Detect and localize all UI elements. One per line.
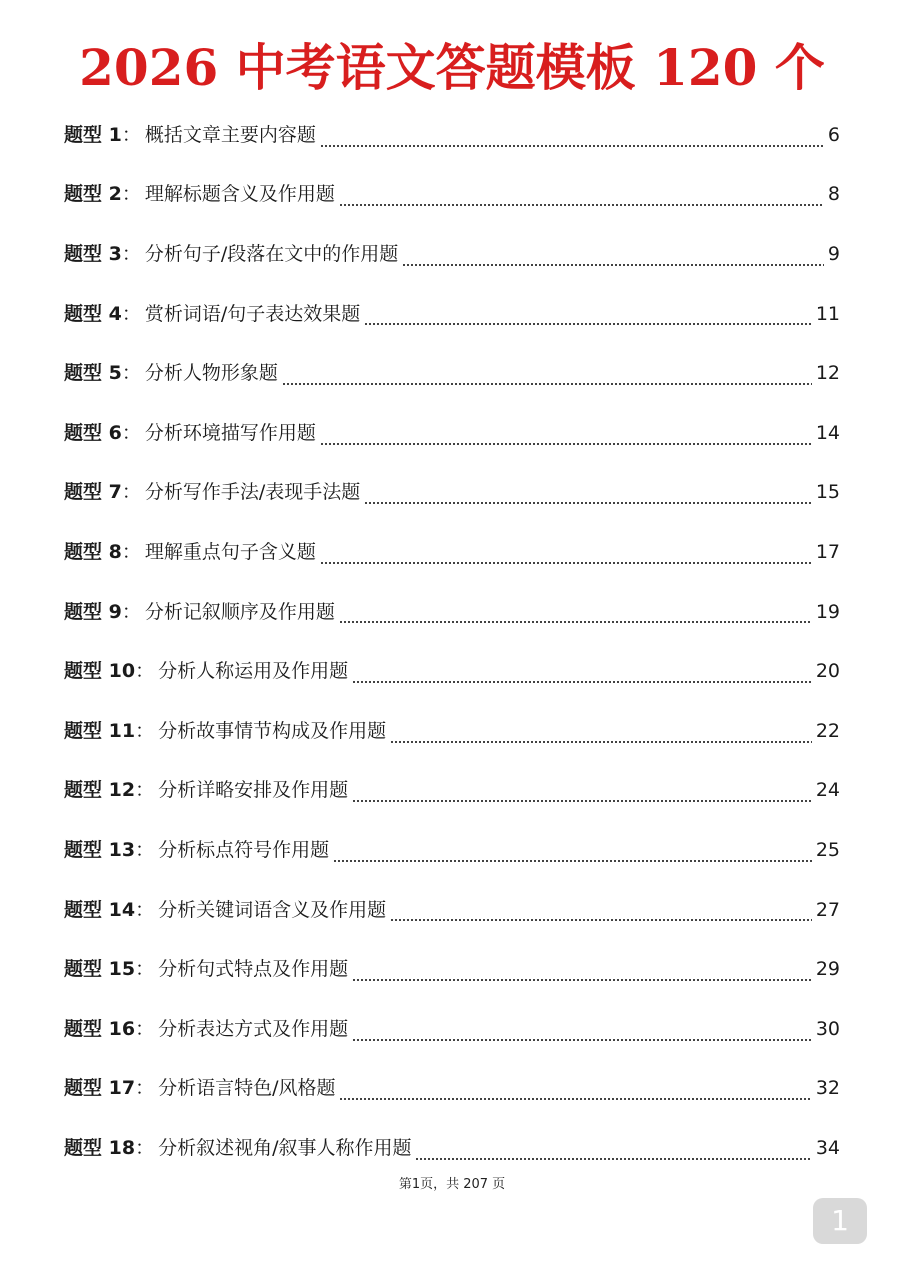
toc-entry[interactable] bbox=[64, 939, 840, 999]
toc-entry[interactable] bbox=[64, 165, 840, 225]
toc-entry-separator: ： bbox=[121, 242, 141, 265]
toc-entry-title: 分析人物形象题 bbox=[144, 362, 278, 385]
toc-entry-title: 分析写作手法/表现手法题 bbox=[144, 481, 361, 504]
toc-entry-label: 题型 1 bbox=[64, 123, 122, 146]
toc-entry-title: 分析标点符号作用题 bbox=[158, 838, 330, 861]
toc-entry[interactable] bbox=[64, 641, 840, 701]
toc-dot-leader bbox=[352, 681, 812, 683]
toc-entry-separator: ： bbox=[135, 719, 155, 742]
toc-entry-title: 分析环境描写作用题 bbox=[144, 421, 316, 444]
toc-entry-separator: ： bbox=[135, 1017, 155, 1040]
toc-entry-label: 题型 10 bbox=[64, 660, 136, 683]
toc-dot-leader bbox=[339, 204, 824, 206]
toc-entry-title: 分析人称运用及作用题 bbox=[158, 660, 349, 683]
toc-dot-leader bbox=[364, 502, 812, 504]
toc-entry-separator: ： bbox=[121, 421, 141, 444]
toc-entry-title: 理解标题含义及作用题 bbox=[144, 183, 335, 206]
toc-entry[interactable] bbox=[64, 343, 840, 403]
toc-entry-separator: ： bbox=[135, 958, 155, 981]
toc-entry[interactable] bbox=[64, 1059, 840, 1119]
toc-dot-leader bbox=[339, 621, 812, 623]
toc-entry-page-number: 22 bbox=[815, 719, 840, 742]
toc-entry-title: 分析语言特色/风格题 bbox=[158, 1077, 336, 1100]
toc-dot-leader bbox=[352, 979, 812, 981]
toc-entry[interactable] bbox=[64, 284, 840, 344]
toc-entry-page-number: 14 bbox=[815, 421, 840, 444]
toc-dot-leader bbox=[320, 145, 824, 147]
toc-entry[interactable] bbox=[64, 403, 840, 463]
toc-entry-label: 题型 7 bbox=[64, 481, 122, 504]
toc-dot-leader bbox=[352, 1039, 812, 1041]
toc-entry-title: 理解重点句子含义题 bbox=[144, 540, 316, 563]
toc-entry-page-number: 15 bbox=[815, 481, 840, 504]
toc-entry-page-number: 20 bbox=[815, 660, 840, 683]
toc-entry-label: 题型 9 bbox=[64, 600, 122, 623]
toc-entry-separator: ： bbox=[121, 540, 141, 563]
toc-dot-leader bbox=[352, 800, 812, 802]
toc-entry-label: 题型 14 bbox=[64, 898, 136, 921]
toc-entry-page-number: 29 bbox=[815, 958, 840, 981]
toc-dot-leader bbox=[402, 264, 824, 266]
toc-entry-title: 分析句式特点及作用题 bbox=[158, 958, 349, 981]
toc-entry-label: 题型 8 bbox=[64, 540, 122, 563]
toc-entry-label: 题型 13 bbox=[64, 838, 136, 861]
toc-entry-separator: ： bbox=[135, 1077, 155, 1100]
toc-entry-title: 概括文章主要内容题 bbox=[144, 123, 316, 146]
toc-dot-leader bbox=[390, 919, 812, 921]
toc-entry[interactable] bbox=[64, 1118, 840, 1178]
toc-entry-separator: ： bbox=[121, 123, 141, 146]
toc-entry-page-number: 34 bbox=[815, 1136, 840, 1159]
toc-entry-separator: ： bbox=[135, 660, 155, 683]
toc-entry-label: 题型 16 bbox=[64, 1017, 136, 1040]
page-footer: 第1页，共 207 页 bbox=[398, 1177, 506, 1192]
toc-entry-page-number: 6 bbox=[827, 123, 840, 146]
toc-entry[interactable] bbox=[64, 522, 840, 582]
toc-entry[interactable] bbox=[64, 999, 840, 1059]
toc-entry-page-number: 25 bbox=[815, 838, 840, 861]
toc-entry[interactable] bbox=[64, 582, 840, 642]
toc-dot-leader bbox=[390, 741, 812, 743]
page-title: 2026 中考语文答题模板 120 个 bbox=[79, 38, 825, 97]
toc-entry[interactable] bbox=[64, 880, 840, 940]
toc-entry-page-number: 32 bbox=[815, 1077, 840, 1100]
toc-entry[interactable] bbox=[64, 761, 840, 821]
toc-entry-label: 题型 17 bbox=[64, 1077, 136, 1100]
toc-entry-title: 分析表达方式及作用题 bbox=[158, 1017, 349, 1040]
toc-dot-leader bbox=[339, 1098, 811, 1100]
toc-entry[interactable] bbox=[64, 820, 840, 880]
toc-entry-separator: ： bbox=[121, 600, 141, 623]
toc-entry-label: 题型 15 bbox=[64, 958, 136, 981]
toc-entry-label: 题型 3 bbox=[64, 242, 122, 265]
toc-entry-separator: ： bbox=[121, 302, 141, 325]
toc-dot-leader bbox=[364, 323, 812, 325]
toc-entry-page-number: 12 bbox=[815, 362, 840, 385]
toc-entry-label: 题型 4 bbox=[64, 302, 122, 325]
toc-entry-title: 分析详略安排及作用题 bbox=[158, 779, 349, 802]
toc-entry-page-number: 19 bbox=[815, 600, 840, 623]
page-number-badge[interactable]: 1 bbox=[813, 1198, 867, 1244]
toc-entry-title: 分析句子/段落在文中的作用题 bbox=[144, 242, 399, 265]
toc-entry-separator: ： bbox=[121, 481, 141, 504]
toc-entry-label: 题型 2 bbox=[64, 183, 122, 206]
toc-entry-label: 题型 12 bbox=[64, 779, 136, 802]
toc-entry-page-number: 9 bbox=[827, 242, 840, 265]
toc-entry-label: 题型 6 bbox=[64, 421, 122, 444]
table-of-contents bbox=[64, 105, 840, 1178]
toc-entry-label: 题型 5 bbox=[64, 362, 122, 385]
toc-entry-page-number: 17 bbox=[815, 540, 840, 563]
toc-entry-page-number: 30 bbox=[815, 1017, 840, 1040]
toc-entry-page-number: 24 bbox=[815, 779, 840, 802]
toc-dot-leader bbox=[415, 1158, 811, 1160]
toc-entry[interactable] bbox=[64, 224, 840, 284]
toc-entry-title: 分析记叙顺序及作用题 bbox=[144, 600, 335, 623]
toc-dot-leader bbox=[333, 860, 812, 862]
toc-entry-title: 赏析词语/句子表达效果题 bbox=[144, 302, 361, 325]
toc-entry-separator: ： bbox=[135, 1136, 155, 1159]
toc-entry-title: 分析故事情节构成及作用题 bbox=[158, 719, 387, 742]
toc-entry-separator: ： bbox=[135, 838, 155, 861]
toc-entry-label: 题型 18 bbox=[64, 1136, 136, 1159]
toc-entry-title: 分析叙述视角/叙事人称作用题 bbox=[158, 1136, 412, 1159]
toc-dot-leader bbox=[320, 443, 812, 445]
toc-entry-separator: ： bbox=[121, 362, 141, 385]
toc-entry-page-number: 8 bbox=[827, 183, 840, 206]
toc-entry-separator: ： bbox=[135, 779, 155, 802]
toc-dot-leader bbox=[282, 383, 812, 385]
toc-entry[interactable] bbox=[64, 105, 840, 165]
toc-entry-separator: ： bbox=[135, 898, 155, 921]
toc-entry-separator: ： bbox=[121, 183, 141, 206]
toc-entry-page-number: 11 bbox=[815, 302, 840, 325]
toc-entry-label: 题型 11 bbox=[64, 719, 136, 742]
toc-entry-title: 分析关键词语含义及作用题 bbox=[158, 898, 387, 921]
toc-entry[interactable] bbox=[64, 463, 840, 523]
toc-dot-leader bbox=[320, 562, 812, 564]
toc-entry-page-number: 27 bbox=[815, 898, 840, 921]
toc-entry[interactable] bbox=[64, 701, 840, 761]
